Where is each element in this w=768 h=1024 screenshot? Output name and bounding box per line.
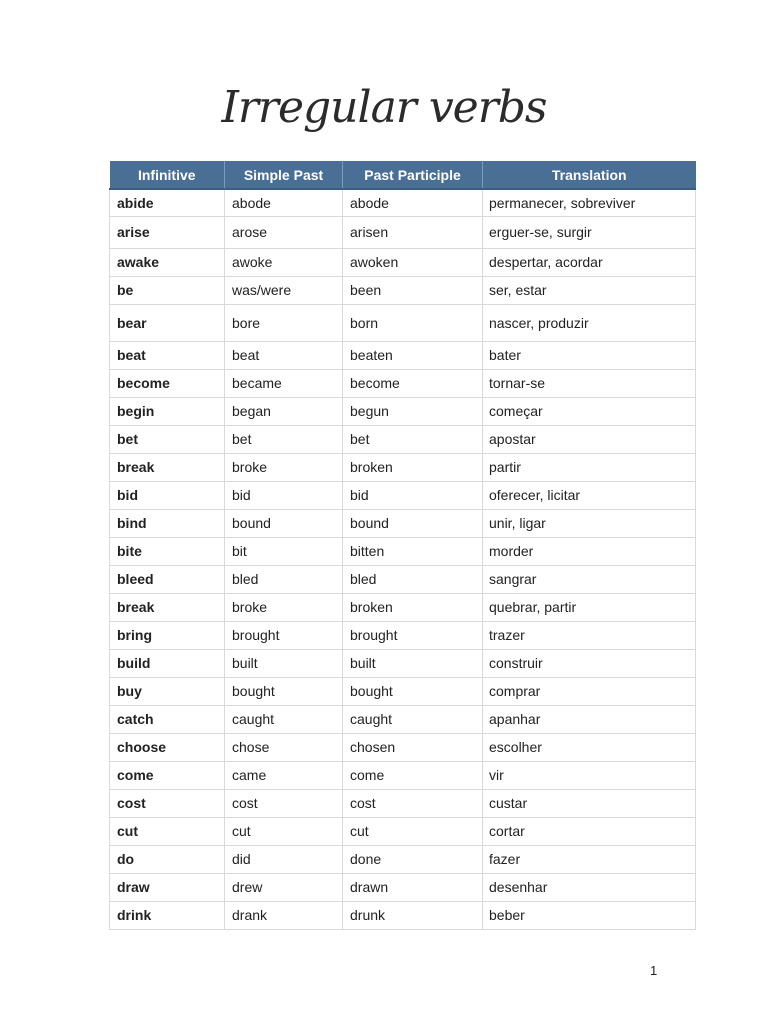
infinitive-cell: bet (110, 425, 225, 453)
translation-cell: partir (483, 453, 696, 481)
past-participle-cell: begun (343, 397, 483, 425)
simple-past-cell: bit (225, 537, 343, 565)
past-participle-cell: done (343, 845, 483, 873)
past-participle-cell: bought (343, 677, 483, 705)
translation-cell: vir (483, 761, 696, 789)
translation-cell: tornar-se (483, 369, 696, 397)
table-row (110, 873, 696, 901)
translation-cell: apanhar (483, 705, 696, 733)
past-participle-cell: awoken (343, 248, 483, 276)
table-row (110, 425, 696, 453)
translation-cell: comprar (483, 677, 696, 705)
past-participle-cell: arisen (343, 216, 483, 248)
translation-cell: nascer, produzir (483, 304, 696, 341)
infinitive-cell: buy (110, 677, 225, 705)
translation-cell: despertar, acordar (483, 248, 696, 276)
past-participle-cell: bound (343, 509, 483, 537)
simple-past-cell: awoke (225, 248, 343, 276)
column-header-past-participle: Past Participle (343, 161, 483, 189)
page-number: 1 (650, 963, 658, 978)
infinitive-cell: abide (110, 189, 225, 216)
translation-cell: bater (483, 341, 696, 369)
simple-past-cell: chose (225, 733, 343, 761)
infinitive-cell: be (110, 276, 225, 304)
table-row (110, 304, 696, 341)
past-participle-cell: broken (343, 593, 483, 621)
past-participle-cell: cut (343, 817, 483, 845)
infinitive-cell: cut (110, 817, 225, 845)
infinitive-cell: draw (110, 873, 225, 901)
table-row (110, 248, 696, 276)
past-participle-cell: drawn (343, 873, 483, 901)
translation-cell: sangrar (483, 565, 696, 593)
translation-cell: trazer (483, 621, 696, 649)
table-row (110, 789, 696, 817)
simple-past-cell: bore (225, 304, 343, 341)
table-row (110, 817, 696, 845)
simple-past-cell: did (225, 845, 343, 873)
infinitive-cell: break (110, 453, 225, 481)
past-participle-cell: caught (343, 705, 483, 733)
simple-past-cell: abode (225, 189, 343, 216)
past-participle-cell: bled (343, 565, 483, 593)
table-row (110, 649, 696, 677)
table-row (110, 677, 696, 705)
past-participle-cell: chosen (343, 733, 483, 761)
translation-cell: fazer (483, 845, 696, 873)
translation-cell: construir (483, 649, 696, 677)
translation-cell: escolher (483, 733, 696, 761)
table-row (110, 481, 696, 509)
table-row (110, 733, 696, 761)
infinitive-cell: drink (110, 901, 225, 929)
past-participle-cell: bitten (343, 537, 483, 565)
table-row (110, 705, 696, 733)
past-participle-cell: been (343, 276, 483, 304)
simple-past-cell: bid (225, 481, 343, 509)
past-participle-cell: broken (343, 453, 483, 481)
infinitive-cell: begin (110, 397, 225, 425)
simple-past-cell: bet (225, 425, 343, 453)
translation-cell: cortar (483, 817, 696, 845)
translation-cell: começar (483, 397, 696, 425)
past-participle-cell: born (343, 304, 483, 341)
translation-cell: ser, estar (483, 276, 696, 304)
table-row (110, 397, 696, 425)
infinitive-cell: catch (110, 705, 225, 733)
translation-cell: permanecer, sobreviver (483, 189, 696, 216)
table-header (110, 161, 696, 189)
simple-past-cell: bound (225, 509, 343, 537)
simple-past-cell: became (225, 369, 343, 397)
translation-cell: custar (483, 789, 696, 817)
table-row (110, 341, 696, 369)
page-title: Irregular verbs (221, 82, 547, 133)
table-row (110, 216, 696, 248)
infinitive-cell: beat (110, 341, 225, 369)
table-row (110, 369, 696, 397)
infinitive-cell: bring (110, 621, 225, 649)
past-participle-cell: bid (343, 481, 483, 509)
simple-past-cell: caught (225, 705, 343, 733)
infinitive-cell: become (110, 369, 225, 397)
translation-cell: unir, ligar (483, 509, 696, 537)
translation-cell: oferecer, licitar (483, 481, 696, 509)
infinitive-cell: bid (110, 481, 225, 509)
past-participle-cell: bet (343, 425, 483, 453)
infinitive-cell: do (110, 845, 225, 873)
table-row (110, 565, 696, 593)
simple-past-cell: cost (225, 789, 343, 817)
simple-past-cell: arose (225, 216, 343, 248)
translation-cell: morder (483, 537, 696, 565)
simple-past-cell: drew (225, 873, 343, 901)
infinitive-cell: bite (110, 537, 225, 565)
table-row (110, 537, 696, 565)
irregular-verbs-table (109, 161, 696, 930)
infinitive-cell: awake (110, 248, 225, 276)
infinitive-cell: come (110, 761, 225, 789)
infinitive-cell: bleed (110, 565, 225, 593)
column-header-simple-past: Simple Past (225, 161, 343, 189)
simple-past-cell: built (225, 649, 343, 677)
past-participle-cell: come (343, 761, 483, 789)
infinitive-cell: bear (110, 304, 225, 341)
column-header-infinitive: Infinitive (110, 161, 225, 189)
table-row (110, 509, 696, 537)
simple-past-cell: was/were (225, 276, 343, 304)
translation-cell: erguer-se, surgir (483, 216, 696, 248)
table-row (110, 189, 696, 216)
simple-past-cell: bled (225, 565, 343, 593)
table-row (110, 845, 696, 873)
past-participle-cell: built (343, 649, 483, 677)
simple-past-cell: drank (225, 901, 343, 929)
column-header-translation: Translation (483, 161, 696, 189)
simple-past-cell: brought (225, 621, 343, 649)
infinitive-cell: break (110, 593, 225, 621)
table-row (110, 621, 696, 649)
table-row (110, 276, 696, 304)
past-participle-cell: beaten (343, 341, 483, 369)
translation-cell: beber (483, 901, 696, 929)
simple-past-cell: beat (225, 341, 343, 369)
translation-cell: desenhar (483, 873, 696, 901)
infinitive-cell: choose (110, 733, 225, 761)
table-row (110, 901, 696, 929)
past-participle-cell: brought (343, 621, 483, 649)
past-participle-cell: abode (343, 189, 483, 216)
table-row (110, 453, 696, 481)
translation-cell: quebrar, partir (483, 593, 696, 621)
simple-past-cell: came (225, 761, 343, 789)
simple-past-cell: broke (225, 593, 343, 621)
past-participle-cell: drunk (343, 901, 483, 929)
table-body (110, 189, 696, 929)
table-row (110, 593, 696, 621)
simple-past-cell: cut (225, 817, 343, 845)
simple-past-cell: broke (225, 453, 343, 481)
infinitive-cell: build (110, 649, 225, 677)
table-row (110, 761, 696, 789)
infinitive-cell: cost (110, 789, 225, 817)
simple-past-cell: bought (225, 677, 343, 705)
past-participle-cell: cost (343, 789, 483, 817)
infinitive-cell: bind (110, 509, 225, 537)
past-participle-cell: become (343, 369, 483, 397)
infinitive-cell: arise (110, 216, 225, 248)
translation-cell: apostar (483, 425, 696, 453)
simple-past-cell: began (225, 397, 343, 425)
